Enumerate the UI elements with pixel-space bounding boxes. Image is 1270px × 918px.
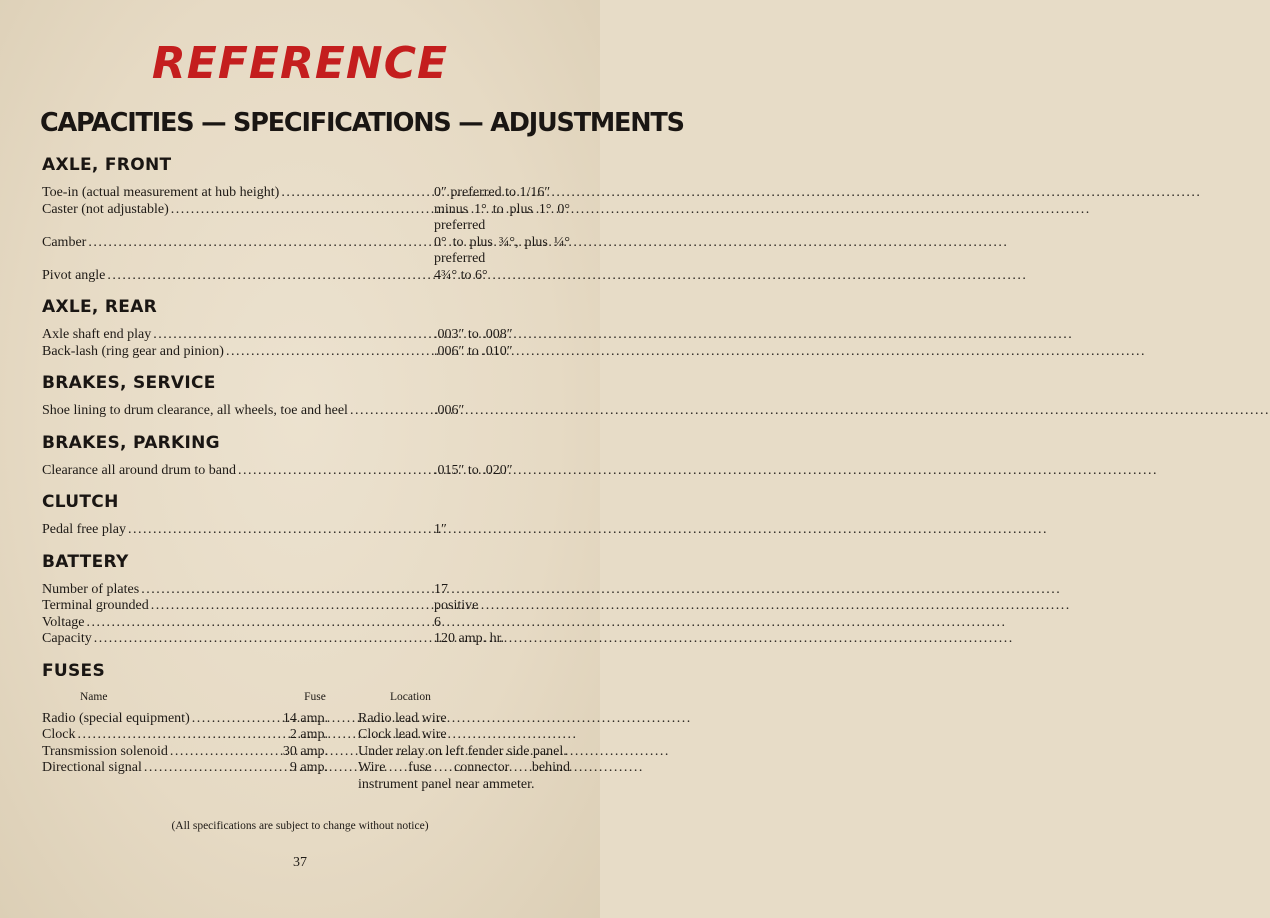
section-heading: AXLE, REAR [42,297,158,317]
fuses-col-fuse: Fuse [304,690,326,703]
spec-row [42,403,570,420]
dot-leader [141,582,1061,599]
spec-value: 17 [434,581,448,597]
section-heading: BATTERY [42,551,129,572]
spec-value: .003″ to .008″ [434,327,513,342]
fuses-section [42,661,570,794]
spec-value: .006″ to .010″ [434,343,513,359]
spec-value: 4¾° to 6° [434,267,488,283]
section-heading: BRAKES, SERVICE [42,373,216,393]
spec-label-cell [42,185,432,202]
spec-label: Capacity [42,631,92,646]
spec-content [42,155,570,806]
dot-leader [128,522,1048,539]
spec-row [42,202,570,235]
spec-label: Toe-in (actual measurement at hub height) [42,185,280,200]
fuse-amperage: 9 amp. [289,760,328,775]
spec-row [42,522,570,539]
spec-label-cell [42,582,432,599]
page-subtitle: CAPACITIES — SPECIFICATIONS — ADJUSTMENTS [40,108,684,138]
spec-row [42,615,570,632]
spec-label: Caster (not adjustable) [42,201,169,217]
spec-section [42,552,570,648]
fuse-location: Radio lead wire [358,710,447,726]
spec-label: Pivot angle [42,267,106,283]
fuse-name: Transmission solenoid [42,743,168,759]
spec-label-cell [42,598,432,615]
spec-label-cell [42,344,432,361]
spec-label-cell [42,615,432,632]
dot-leader [226,344,1146,361]
spec-sections [42,155,570,648]
spec-row [42,582,570,599]
fuse-row [42,711,570,728]
spec-section [42,492,570,539]
spec-label: Clearance all around drum to band [42,462,236,478]
fuses-table [42,711,570,794]
spec-label-cell [42,202,432,219]
spec-row [42,463,570,480]
fuse-amperage: 30 amp. [282,743,328,759]
spec-value: minus 1° to plus 1° 0° preferred [434,201,570,233]
dot-leader [153,327,1073,344]
fuse-name-cell [42,760,266,777]
spec-row [42,327,570,344]
fuse-row [42,744,570,761]
spec-value: 6 [434,614,441,630]
specification-note: (All specifications are subject to change without notice) [171,820,429,832]
section-heading: AXLE, FRONT [42,155,172,175]
fuse-amperage: 2 amp. [289,727,328,742]
spec-value: 120 amp. hr. [434,631,504,646]
spec-label-cell [42,522,432,539]
spec-value: 0″ preferred to 1/16″ [434,185,551,200]
fuse-name: Clock [42,727,76,742]
spec-label: Axle shaft end play [42,327,152,342]
section-heading: BRAKES, PARKING [42,432,220,453]
fuse-row [42,760,570,793]
spec-row [42,631,570,648]
fuses-col-location: Location [390,690,431,703]
spec-label: Number of plates [42,581,140,597]
spec-label-cell [42,268,432,285]
spec-value: .015″ to .020″ [434,462,513,478]
spec-label: Shoe lining to drum clearance, all wheels, toe and heel [42,403,348,418]
spec-label-cell [42,235,432,252]
dot-leader [281,185,1201,202]
fuse-name-cell [42,727,266,744]
fuse-location: Wire fuse connector behind instrument panel near ammeter. [358,760,570,792]
fuse-location: Clock lead wire [358,727,447,742]
fuse-name-cell [42,711,266,728]
spec-label-cell [42,631,432,648]
spec-value: .006″ [434,403,465,418]
spec-value: positive [434,598,479,613]
spec-row [42,235,570,268]
spec-label-cell [42,463,432,480]
spec-row [42,344,570,361]
dot-leader [238,463,1158,480]
fuse-name: Directional signal [42,760,142,775]
spec-row [42,268,570,285]
spec-label: Pedal free play [42,522,126,537]
dot-leader [151,598,1071,615]
fuse-name: Radio (special equipment) [42,710,190,726]
dot-leader [171,202,1091,219]
spec-label: Back-lash (ring gear and pinion) [42,343,224,359]
section-heading: CLUTCH [42,492,119,512]
fuses-column-headers [42,691,570,703]
spec-section [42,373,570,420]
page-title: REFERENCE [151,38,449,89]
spec-label: Camber [42,234,87,250]
spec-section [42,433,570,480]
spec-section [42,155,570,284]
spec-row [42,598,570,615]
fuse-row [42,727,570,744]
spec-value: 1″ [434,522,447,537]
spec-label-cell [42,403,432,420]
spec-label: Terminal grounded [42,598,149,613]
spec-label-cell [42,327,432,344]
spec-row [42,185,570,202]
fuse-amperage: 14 amp. [282,710,328,726]
fuse-name-cell [42,744,266,761]
fuse-location: Under relay on left fender side panel. [358,743,567,759]
fuses-col-name: Name [80,690,108,703]
spec-section [42,297,570,360]
fuses-heading: FUSES [42,660,106,681]
spec-label: Voltage [42,614,85,630]
page-number: 37 [293,855,307,870]
spec-value: 0° to plus ¾°, plus ¼° preferred [434,234,570,266]
